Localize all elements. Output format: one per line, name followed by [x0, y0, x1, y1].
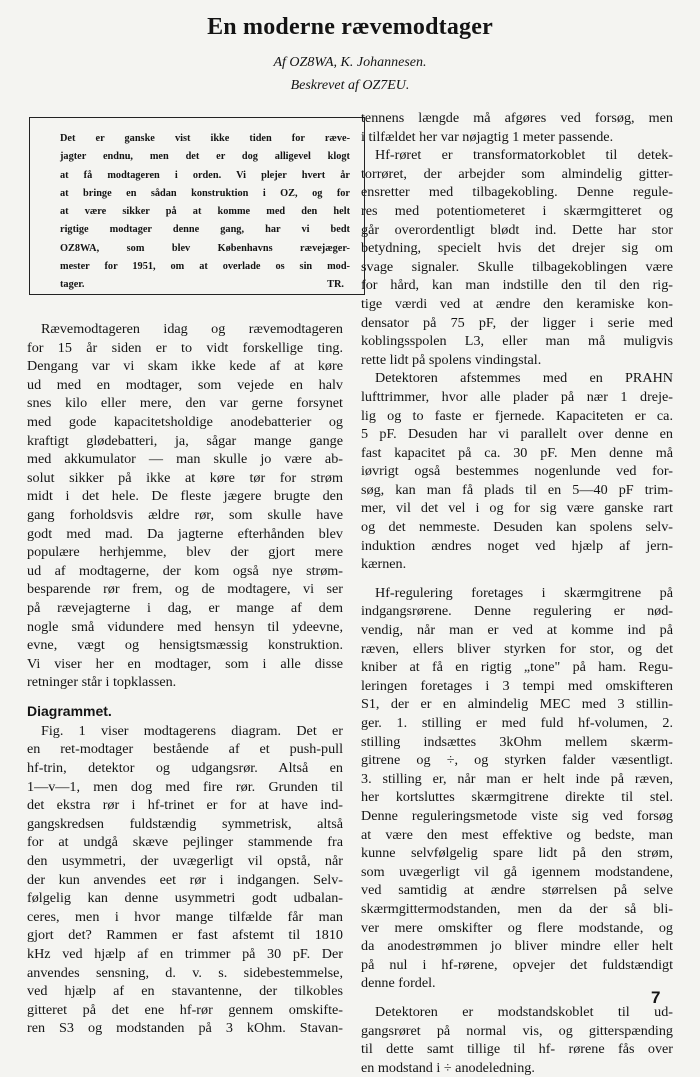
body-line: Denne reguleringsmetode viste sig ved forsøg	[361, 807, 673, 824]
body-line: gangsrøret på normal vis, og gitterspænding	[361, 1022, 673, 1039]
body-line: koblingsspolen L3, eller man må muligvis	[361, 333, 673, 350]
body-line: med akkumulator — man skulle jo være ab-	[27, 451, 343, 468]
body-line: med gode kapacitetsholdige anodebatterier og	[27, 413, 343, 430]
body-line: vendig, når man er ved at komme ind på	[361, 622, 673, 639]
body-line: besparende rør frem, og de modtagere, vi ser	[27, 581, 343, 598]
body-line: S1, der er en almindelig MEC med 3 stillin-	[361, 696, 673, 713]
body-line: kHz ved hjælp af en trimmer på 30 pF. Der	[27, 946, 343, 962]
paragraph-gap	[361, 993, 673, 1003]
body-line: her kortsluttes skærmgitrene direkte til stel.	[361, 789, 673, 806]
body-line: Detektoren afstemmes med en PRAHN	[375, 370, 673, 387]
body-line: til dette samt tillige til hf- rørene fås over	[361, 1041, 673, 1058]
editor-intro-box	[29, 117, 365, 295]
body-line: fast kapacitet på ca. 30 pF. Men denne må	[361, 444, 673, 461]
body-line: Dengang var vi skam ikke kede af at køre	[27, 358, 343, 375]
body-line: hf-trin, detektor og udgangsrør. Altså en	[27, 760, 343, 777]
paragraph-gap	[361, 574, 673, 584]
intro-line: tager.	[60, 279, 85, 291]
body-line: iøvrigt også bestemmes nogenlunde ved for-	[361, 463, 673, 480]
body-line: rette lidt på spolens vindingstal.	[361, 351, 542, 368]
body-line: for hård, kan man indstille den til den rig-	[361, 277, 673, 294]
left-column	[27, 320, 343, 1038]
body-line: Hf-regulering foretages i skærmgitrene på	[375, 584, 673, 601]
body-line: gitrene og ÷, og styrken falder væsentligt.	[361, 752, 673, 769]
intro-line: rigtige modtager denne gang, har vi bedt	[60, 224, 350, 236]
body-line: ceres, men i hvor mange tilfælde får man	[27, 908, 343, 925]
intro-line: at få modtageren i orden. Vi plejer hvert år	[60, 169, 350, 181]
intro-line: OZ8WA, som blev Københavns rævejæger-	[60, 242, 350, 254]
intro-line: mester for 1951, om at overlade os sin mod-	[60, 261, 350, 273]
body-line: midt i det hele. De fleste jægere brugte den	[27, 488, 343, 505]
body-line: indgangsrørene. Denne regulering er nød-	[361, 603, 673, 620]
body-line: 5 pF. Desuden har vi parallelt over denne en	[361, 426, 673, 443]
body-line: at være den mest effektive og bedste, man	[361, 826, 673, 843]
intro-last-line	[60, 276, 350, 294]
byline-written-by: Beskrevet af OZ7EU.	[290, 78, 410, 93]
body-line: leringen foretages i 3 tempi med omskifteren	[361, 677, 673, 694]
body-line: på rævejagterne i dag, er mange af dem	[27, 599, 343, 616]
body-line: Hf-røret er transformatorkoblet til detek-	[375, 147, 673, 164]
body-line: ver mere omskifter og flere modstande, og	[361, 919, 673, 936]
body-line: lig og to faste er fjernede. Kapaciteten er ca.	[361, 407, 673, 424]
body-line: ud med en modtager, som vejede en halv	[27, 376, 343, 393]
body-line: ger. 1. stilling er med fuld hf-volumen, 2.	[361, 715, 673, 731]
body-line: tige værdi ved at ændre den keramiske kon-	[361, 295, 673, 312]
body-line: ved samtidig at ændre størrelsen på selve	[361, 882, 673, 899]
body-line: Detektoren er modstandskoblet til ud-	[375, 1003, 673, 1020]
intro-line: at være sikker på at komme med den helt	[60, 206, 350, 218]
intro-line: jagter endnu, men det er dog alligevel klogt	[60, 151, 350, 163]
body-line: retninger står i topklassen.	[27, 674, 177, 691]
body-line: ensretter med tilbagekobling. Denne regule-	[361, 184, 673, 201]
body-line: følgelig kan denne usymmetri godt udbalan-	[27, 890, 343, 907]
intro-text	[60, 130, 350, 295]
body-line: stilling indsættes 3kOhm mellem skærm-	[361, 733, 673, 750]
body-line: for 15 år siden er to vidt forskellige ting.	[27, 339, 343, 356]
body-line: lufttrimmer, hvor alle plader på nær 1 dreje-	[361, 388, 673, 405]
body-line: tennens længde må afgøres ved forsøg, men	[361, 110, 673, 126]
body-line: ræven, ellers bliver styrken for stor, og det	[361, 640, 673, 657]
article-title: En moderne rævemodtager	[207, 14, 493, 40]
body-line: kraftigt glødebatteri, ja, sågar mange gange	[27, 432, 343, 449]
body-line: densator på 75 pF, der ligger i serie med	[361, 314, 673, 331]
body-line: ud af modtagerne, der kom også nye strøm-	[27, 562, 343, 579]
body-line: godt med mad. Da jagterne efterhånden blev	[27, 525, 343, 542]
body-line: betydning, specielt hvis det drejer sig om	[361, 240, 673, 257]
body-line: gjort det? Rammen er fast afstemt til 1810	[27, 927, 343, 944]
body-line: ren S3 og modstanden på 3 kOhm. Stavan-	[27, 1020, 343, 1037]
body-line: 1—v—1, men dog med fire rør. Grunden til	[27, 778, 343, 795]
body-line: den usymmetri, der uvægerligt vil opstå, når	[27, 853, 343, 870]
body-line: evne, vægt og hensigtsmæssig konstruktion.	[27, 637, 343, 654]
body-line: der kun anvendes eet rør i indgangen. Selv-	[27, 871, 343, 888]
intro-line: Det er ganske vist ikke tiden for ræve-	[60, 133, 350, 144]
body-line: 3. stilling er, når man er helt inde på ræven,	[361, 770, 673, 787]
body-line: nogle små vidundere med hensyn til ydeevne,	[27, 618, 343, 635]
body-line: torrøret, der arbejder som almindelig gitter-	[361, 165, 673, 182]
body-line: denne fordel.	[361, 975, 436, 992]
body-line: svage signaler. Skulle tilbagekoblingen være	[361, 258, 673, 275]
body-line: Rævemodtageren idag og rævemodtageren	[41, 321, 343, 337]
body-line: Fig. 1 viser modtagerens diagram. Det er	[41, 722, 343, 739]
body-line: det ekstra rør i hf-trinet er for at have ind-	[27, 797, 343, 814]
intro-signature: TR.	[327, 279, 344, 291]
body-line: res med potentiometeret i skærmgitteret og	[361, 202, 673, 219]
paragraph-gap	[27, 692, 343, 702]
body-line: Vi viser her en modtager, som i alle disse	[27, 655, 343, 672]
body-line: i tilfældet her var nøjagtig 1 meter passende.	[361, 128, 614, 145]
body-line: går overordentligt blødt ind. Dette har stor	[361, 221, 673, 238]
body-line: snes kilo eller mere, den var gerne forsynet	[27, 395, 343, 412]
body-line: ved hjælp af en stavantenne, der tilkobles	[27, 983, 343, 1000]
body-line: solut sikker på ikke at køre tør for strøm	[27, 469, 343, 486]
body-line: mer, vil det vel i og for sig være ganske rart	[361, 500, 673, 517]
body-line: kunne selvfølgelig spare lidt på den strøm,	[361, 845, 673, 862]
body-line: skærmgittermodstanden, men da der så bli-	[361, 900, 673, 917]
byline-author: Af OZ8WA, K. Johannesen.	[273, 55, 427, 70]
body-line: for at undgå skæve pejlinger stammende fra	[27, 834, 343, 851]
body-line: da anodestrømmen jo bliver mindre eller helt	[361, 938, 673, 955]
body-line: som uvægerligt vil gå igennem modstandene,	[361, 863, 673, 880]
body-line: en modstand i ÷ anodeledning.	[361, 1059, 535, 1076]
intro-line: at bringe en sådan konstruktion i OZ, og for	[60, 187, 350, 199]
right-column	[361, 109, 673, 1077]
body-line: kærnen.	[361, 556, 407, 573]
body-line: kniber at få en rigtig „tone" på ham. Regu-	[361, 659, 673, 676]
page-number: 7	[651, 988, 661, 1007]
body-line: gangskredsen fuldstændig symmetrisk, altså	[27, 815, 343, 832]
body-line: og det nemmeste. Desuden kan spolens selv-	[361, 519, 673, 536]
body-line: søg, kan man få plads til en 5—40 pF trim-	[361, 481, 673, 498]
body-line: en ret-modtager bestående af et push-pull	[27, 741, 343, 758]
body-line: gang forholdsvis ældre rør, som skulle have	[27, 506, 343, 523]
body-line: gitteret på det ene hf-rør gennem omskifte-	[27, 1001, 343, 1018]
body-line: anvendes sensning, d. v. s. sidebestemmelse,	[27, 964, 343, 981]
body-line: induktion ændres noget ved hjælp af jern-	[361, 537, 673, 554]
body-line: populære herhjemme, blev der gjort mere	[27, 544, 343, 561]
body-line: på nul i hf-rørene, opvejer det fuldstændigt	[361, 956, 673, 973]
section-heading: Diagrammet.	[27, 702, 112, 719]
